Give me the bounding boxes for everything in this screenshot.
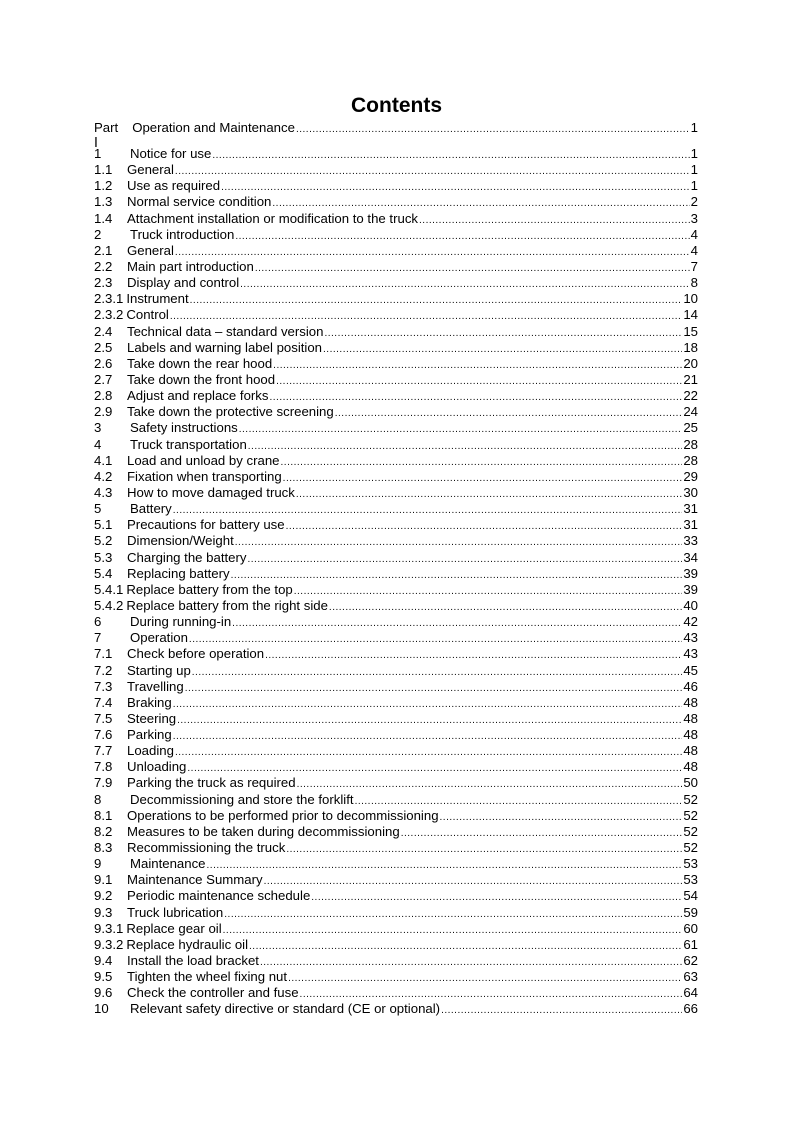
- toc-entry-page-number: 45: [683, 662, 698, 678]
- toc-entry[interactable]: [94, 146, 698, 162]
- toc-entry-title: Relevant safety directive or standard (CE or optional): [130, 1001, 441, 1017]
- toc-entry[interactable]: [94, 453, 698, 469]
- toc-entry-number: 5: [94, 501, 102, 517]
- dot-leader: [286, 842, 682, 858]
- dot-leader: [329, 600, 682, 616]
- toc-entry-title: Starting up: [127, 662, 191, 678]
- toc-entry[interactable]: [94, 727, 698, 743]
- toc-entry-page-number: 28: [683, 436, 698, 452]
- toc-entry-page-number: 4: [690, 226, 698, 242]
- toc-entry-page-number: 31: [683, 501, 698, 517]
- toc-entry-number: 9.3.2: [94, 936, 124, 952]
- toc-entry-title: Adjust and replace forks: [127, 388, 269, 404]
- toc-entry-title: Main part introduction: [127, 258, 254, 274]
- part-page-number: 1: [690, 120, 698, 135]
- toc-entry-title: Battery: [130, 501, 172, 517]
- toc-entry-title: Notice for use: [130, 146, 212, 161]
- dot-leader: [248, 439, 683, 455]
- toc-entry-page-number: 46: [683, 678, 698, 694]
- toc-entry-number: 5.2: [94, 533, 113, 549]
- toc-entry-number: 9.3: [94, 904, 113, 920]
- toc-entry[interactable]: [94, 307, 698, 323]
- toc-entry-title: Operations to be performed prior to decommissioning: [127, 807, 439, 823]
- toc-entry-title: Parking the truck as required: [127, 775, 296, 791]
- toc-entry-page-number: 30: [683, 484, 698, 500]
- toc-entry-title: Labels and warning label position: [127, 339, 323, 355]
- toc-entry-title: General: [127, 162, 174, 178]
- toc-entry-page-number: 39: [683, 581, 698, 597]
- toc-entry[interactable]: [94, 937, 698, 953]
- toc-entry-number: 4: [94, 436, 102, 452]
- toc-entry[interactable]: [94, 340, 698, 356]
- toc-entry[interactable]: [94, 695, 698, 711]
- toc-entry-number: 4.3: [94, 484, 113, 500]
- toc-entry[interactable]: [94, 356, 698, 372]
- dot-leader: [297, 777, 683, 793]
- toc-entry-title: Braking: [127, 694, 172, 710]
- toc-entry-title: Replace gear oil: [126, 920, 222, 936]
- toc-entry-number: 5.3: [94, 549, 113, 565]
- toc-entry[interactable]: [94, 501, 698, 517]
- dot-leader: [248, 552, 683, 568]
- toc-entry[interactable]: [94, 985, 698, 1001]
- toc-entry-title: Take down the rear hood: [127, 355, 273, 371]
- toc-entry[interactable]: [94, 388, 698, 404]
- toc-entry[interactable]: [94, 711, 698, 727]
- toc-entry-title: Take down the protective screening: [127, 404, 334, 420]
- dot-leader: [223, 923, 683, 939]
- dot-leader: [235, 229, 689, 245]
- toc-entry-page-number: 20: [683, 355, 698, 371]
- toc-entry-title: Take down the front hood: [127, 371, 276, 387]
- toc-entry-number: 5.4.2: [94, 597, 124, 613]
- toc-entry[interactable]: [94, 533, 698, 549]
- page-title: Contents: [351, 94, 442, 117]
- toc-entry-title: Display and control: [127, 275, 240, 291]
- toc-entry-title: Maintenance Summary: [127, 872, 263, 888]
- toc-entry[interactable]: [94, 566, 698, 582]
- toc-entry-title: Recommissioning the truck: [127, 840, 286, 856]
- toc-entry-page-number: 7: [690, 258, 698, 274]
- toc-entry-number: 1.3: [94, 194, 113, 210]
- toc-entry-title: Steering: [127, 710, 177, 726]
- toc-entry[interactable]: [94, 808, 698, 824]
- toc-entry-number: 7.1: [94, 646, 113, 662]
- toc-entry-title: Load and unload by crane: [127, 452, 280, 468]
- toc-entry-page-number: 62: [683, 953, 698, 969]
- toc-entry-page-number: 1: [690, 146, 698, 161]
- dot-leader: [177, 713, 682, 729]
- toc-entry[interactable]: [94, 243, 698, 259]
- toc-entry[interactable]: [94, 614, 698, 630]
- toc-entry-page-number: 21: [683, 371, 698, 387]
- dot-leader: [311, 890, 682, 906]
- toc-entry-number: 2.6: [94, 355, 113, 371]
- toc-entry-title: Replacing battery: [127, 565, 230, 581]
- dot-leader: [401, 826, 683, 842]
- toc-entry-title: How to move damaged truck: [127, 484, 295, 500]
- toc-entry-number: 9.3.1: [94, 920, 124, 936]
- toc-entry-number: 2.3.2: [94, 307, 124, 323]
- toc-entry-title: Replace battery from the top: [126, 581, 293, 597]
- dot-leader: [249, 939, 682, 955]
- toc-entry-number: 2.8: [94, 388, 113, 404]
- toc-entry-page-number: 31: [683, 517, 698, 533]
- toc-entry-page-number: 42: [683, 614, 698, 630]
- toc-entry[interactable]: [94, 420, 698, 436]
- toc-entry-title: Instrument: [126, 291, 189, 307]
- toc-entry[interactable]: [94, 856, 698, 872]
- dot-leader: [286, 519, 683, 535]
- toc-entry[interactable]: [94, 792, 698, 808]
- toc-entry-number: 1: [94, 146, 102, 161]
- dot-leader: [224, 907, 682, 923]
- toc-entry[interactable]: [94, 905, 698, 921]
- toc-entry[interactable]: [94, 517, 698, 533]
- dot-leader: [260, 955, 682, 971]
- toc-entry-page-number: 34: [683, 549, 698, 565]
- toc-entry-page-number: 52: [683, 807, 698, 823]
- toc-entry-number: 2.5: [94, 339, 113, 355]
- toc-entry-page-number: 50: [683, 775, 698, 791]
- toc-entry-page-number: 59: [683, 904, 698, 920]
- toc-entry[interactable]: [94, 646, 698, 662]
- part-label: Part Ⅰ: [94, 120, 119, 150]
- dot-leader: [265, 648, 682, 664]
- dot-leader: [173, 729, 683, 745]
- toc-entry-page-number: 39: [683, 565, 698, 581]
- toc-entry-page-number: 48: [683, 743, 698, 759]
- toc-entry-page-number: 66: [683, 1001, 698, 1017]
- dot-leader: [296, 124, 690, 135]
- toc-entry-page-number: 64: [683, 985, 698, 1001]
- toc-entry-page-number: 48: [683, 759, 698, 775]
- toc-entry[interactable]: [94, 162, 698, 178]
- toc-entry-number: 7.3: [94, 678, 113, 694]
- toc-entry-number: 7.5: [94, 710, 113, 726]
- toc-entry-number: 2.3: [94, 275, 113, 291]
- dot-leader: [240, 277, 690, 293]
- toc-entry[interactable]: [94, 550, 698, 566]
- toc-entry-title: Fixation when transporting: [127, 468, 282, 484]
- toc-entry-number: 4.2: [94, 468, 113, 484]
- toc-entry-number: 9.6: [94, 985, 113, 1001]
- toc-entry[interactable]: [94, 275, 698, 291]
- toc-entry-title: Dimension/Weight: [127, 533, 234, 549]
- toc-entry-page-number: 2: [690, 194, 698, 210]
- toc-entry-page-number: 48: [683, 727, 698, 743]
- toc-entry-page-number: 14: [683, 307, 698, 323]
- toc-entry-page-number: 63: [683, 969, 698, 985]
- toc-entry-page-number: 48: [683, 694, 698, 710]
- toc-entry[interactable]: [94, 469, 698, 485]
- toc-entry-number: 9.5: [94, 969, 113, 985]
- toc-entry-number: 7.6: [94, 727, 113, 743]
- toc-entry-number: 1.1: [94, 162, 113, 178]
- toc-entry-title: Technical data – standard version: [127, 323, 324, 339]
- toc-entry-title: Measures to be taken during decommissioning: [127, 823, 400, 839]
- toc-entry-number: 10: [94, 1001, 109, 1017]
- dot-leader: [335, 406, 683, 422]
- dot-leader: [192, 665, 683, 681]
- toc-entry-page-number: 33: [683, 533, 698, 549]
- toc-entry-title: Maintenance: [130, 856, 206, 872]
- toc-entry[interactable]: [94, 372, 698, 388]
- toc-entry-number: 9.4: [94, 953, 113, 969]
- dot-leader: [185, 681, 683, 697]
- toc-entry[interactable]: [94, 969, 698, 985]
- toc-entry[interactable]: [94, 485, 698, 501]
- dot-leader: [190, 293, 683, 309]
- toc-entry-number: 9.2: [94, 888, 113, 904]
- toc-entry[interactable]: [94, 598, 698, 614]
- toc-entry-number: 2.3.1: [94, 291, 124, 307]
- toc-entry-title: Charging the battery: [127, 549, 247, 565]
- toc-entry[interactable]: [94, 324, 698, 340]
- dot-leader: [273, 358, 682, 374]
- toc-entry-page-number: 1: [690, 162, 698, 178]
- toc-entry-title: Check the controller and fuse: [127, 985, 299, 1001]
- toc-entry-title: Replace hydraulic oil: [126, 936, 249, 952]
- toc-entry-number: 1.2: [94, 178, 113, 194]
- toc-entry-page-number: 3: [690, 210, 698, 226]
- toc-entry-number: 2.2: [94, 258, 113, 274]
- toc-entry[interactable]: [94, 211, 698, 227]
- toc-entry-title: Tighten the wheel fixing nut: [127, 969, 288, 985]
- toc-entry-page-number: 61: [683, 936, 698, 952]
- toc-entry-number: 9.1: [94, 872, 113, 888]
- toc-entry-title: Truck lubrication: [127, 904, 224, 920]
- toc-entry-page-number: 52: [683, 823, 698, 839]
- toc-entry-number: 5.4.1: [94, 581, 124, 597]
- toc-entry[interactable]: [94, 259, 698, 275]
- toc-entry-page-number: 22: [683, 388, 698, 404]
- toc-entry[interactable]: [94, 840, 698, 856]
- toc-entry-page-number: 18: [683, 339, 698, 355]
- dot-leader: [239, 422, 683, 438]
- dot-leader: [212, 148, 689, 164]
- toc-entry[interactable]: [94, 437, 698, 453]
- toc-entry-number: 5.1: [94, 517, 113, 533]
- toc-entry[interactable]: [94, 775, 698, 791]
- toc-entry[interactable]: [94, 921, 698, 937]
- toc-entry-number: 7: [94, 630, 102, 646]
- toc-entry[interactable]: [94, 759, 698, 775]
- toc-entry-number: 7.7: [94, 743, 113, 759]
- toc-entry-number: 2: [94, 226, 102, 242]
- dot-leader: [323, 342, 682, 358]
- toc-entry-page-number: 43: [683, 646, 698, 662]
- toc-entry-number: 7.8: [94, 759, 113, 775]
- toc-entry-page-number: 25: [683, 420, 698, 436]
- toc-entry-title: Use as required: [127, 178, 221, 194]
- dot-leader: [235, 535, 683, 551]
- dot-leader: [264, 874, 683, 890]
- toc-entry-title: During running-in: [130, 614, 232, 630]
- toc-entry-number: 3: [94, 420, 102, 436]
- toc-entry[interactable]: [94, 1001, 698, 1017]
- dot-leader: [296, 487, 682, 503]
- toc-entry-page-number: 52: [683, 791, 698, 807]
- toc-entry-page-number: 43: [683, 630, 698, 646]
- toc-entry-title: Loading: [127, 743, 174, 759]
- toc-part-entry[interactable]: [94, 120, 698, 150]
- toc-entry-page-number: 4: [690, 242, 698, 258]
- dot-leader: [276, 374, 682, 390]
- dot-leader: [221, 180, 690, 196]
- dot-leader: [441, 1003, 682, 1019]
- toc-entry[interactable]: [94, 953, 698, 969]
- toc-entry-page-number: 8: [690, 275, 698, 291]
- toc-entry-title: Normal service condition: [127, 194, 272, 210]
- dot-leader: [232, 616, 682, 632]
- toc-entry-title: Check before operation: [127, 646, 265, 662]
- toc-entry[interactable]: [94, 194, 698, 210]
- part-title: Operation and Maintenance: [132, 120, 295, 135]
- toc-entry-page-number: 10: [683, 291, 698, 307]
- dot-leader: [288, 971, 682, 987]
- toc-entry[interactable]: [94, 888, 698, 904]
- dot-leader: [255, 261, 690, 277]
- toc-entry-page-number: 53: [683, 872, 698, 888]
- toc-entry-title: Attachment installation or modification to the truck: [127, 210, 419, 226]
- toc-entry-number: 7.4: [94, 694, 113, 710]
- toc-entry-title: Control: [126, 307, 169, 323]
- toc-entry[interactable]: [94, 872, 698, 888]
- dot-leader: [175, 164, 690, 180]
- toc-entry-title: General: [127, 242, 174, 258]
- toc-entry-number: 8.2: [94, 823, 113, 839]
- dot-leader: [231, 568, 683, 584]
- toc-entry-number: 8.3: [94, 840, 113, 856]
- toc-entry-page-number: 29: [683, 468, 698, 484]
- toc-entry-title: Decommissioning and store the forklift: [130, 791, 354, 807]
- toc-entry-title: Replace battery from the right side: [126, 597, 328, 613]
- toc-entry-title: Periodic maintenance schedule: [127, 888, 311, 904]
- toc-entry-title: Operation: [130, 630, 188, 646]
- toc-entry-title: Safety instructions: [130, 420, 238, 436]
- table-of-contents: [94, 146, 698, 1018]
- toc-entry-number: 7.9: [94, 775, 113, 791]
- dot-leader: [207, 858, 683, 874]
- toc-entry-number: 6: [94, 614, 102, 630]
- toc-entry[interactable]: [94, 291, 698, 307]
- toc-entry-number: 4.1: [94, 452, 113, 468]
- toc-entry-title: Travelling: [127, 678, 184, 694]
- toc-entry[interactable]: [94, 582, 698, 598]
- toc-entry-number: 1.4: [94, 210, 113, 226]
- dot-leader: [281, 455, 683, 471]
- toc-entry-page-number: 15: [683, 323, 698, 339]
- toc-entry-title: Unloading: [127, 759, 187, 775]
- dot-leader: [173, 697, 683, 713]
- toc-entry-number: 2.7: [94, 371, 113, 387]
- toc-entry-page-number: 1: [690, 178, 698, 194]
- toc-entry[interactable]: [94, 663, 698, 679]
- toc-entry-number: 9: [94, 856, 102, 872]
- toc-entry-title: Precautions for battery use: [127, 517, 285, 533]
- toc-entry-number: 2.1: [94, 242, 113, 258]
- dot-leader: [283, 471, 683, 487]
- toc-entry[interactable]: [94, 679, 698, 695]
- toc-entry-page-number: 53: [683, 856, 698, 872]
- toc-entry-page-number: 52: [683, 840, 698, 856]
- toc-entry-number: 8: [94, 791, 102, 807]
- toc-entry-number: 7.2: [94, 662, 113, 678]
- toc-entry-title: Install the load bracket: [127, 953, 259, 969]
- toc-entry-title: Truck introduction: [130, 226, 235, 242]
- toc-entry-page-number: 40: [683, 597, 698, 613]
- toc-entry[interactable]: [94, 630, 698, 646]
- toc-entry-title: Truck transportation: [130, 436, 247, 452]
- dot-leader: [440, 810, 683, 826]
- toc-entry-page-number: 48: [683, 710, 698, 726]
- toc-entry-title: Parking: [127, 727, 172, 743]
- toc-entry[interactable]: [94, 404, 698, 420]
- dot-leader: [419, 213, 690, 229]
- toc-entry[interactable]: [94, 178, 698, 194]
- toc-entry-number: 5.4: [94, 565, 113, 581]
- toc-entry[interactable]: [94, 824, 698, 840]
- dot-leader: [324, 326, 682, 342]
- toc-entry-page-number: 24: [683, 404, 698, 420]
- toc-entry-page-number: 28: [683, 452, 698, 468]
- toc-entry-number: 8.1: [94, 807, 113, 823]
- toc-entry-page-number: 54: [683, 888, 698, 904]
- toc-entry-number: 2.9: [94, 404, 113, 420]
- toc-entry[interactable]: [94, 227, 698, 243]
- toc-entry[interactable]: [94, 743, 698, 759]
- dot-leader: [175, 745, 682, 761]
- toc-entry-page-number: 60: [683, 920, 698, 936]
- toc-entry-number: 2.4: [94, 323, 113, 339]
- dot-leader: [294, 584, 683, 600]
